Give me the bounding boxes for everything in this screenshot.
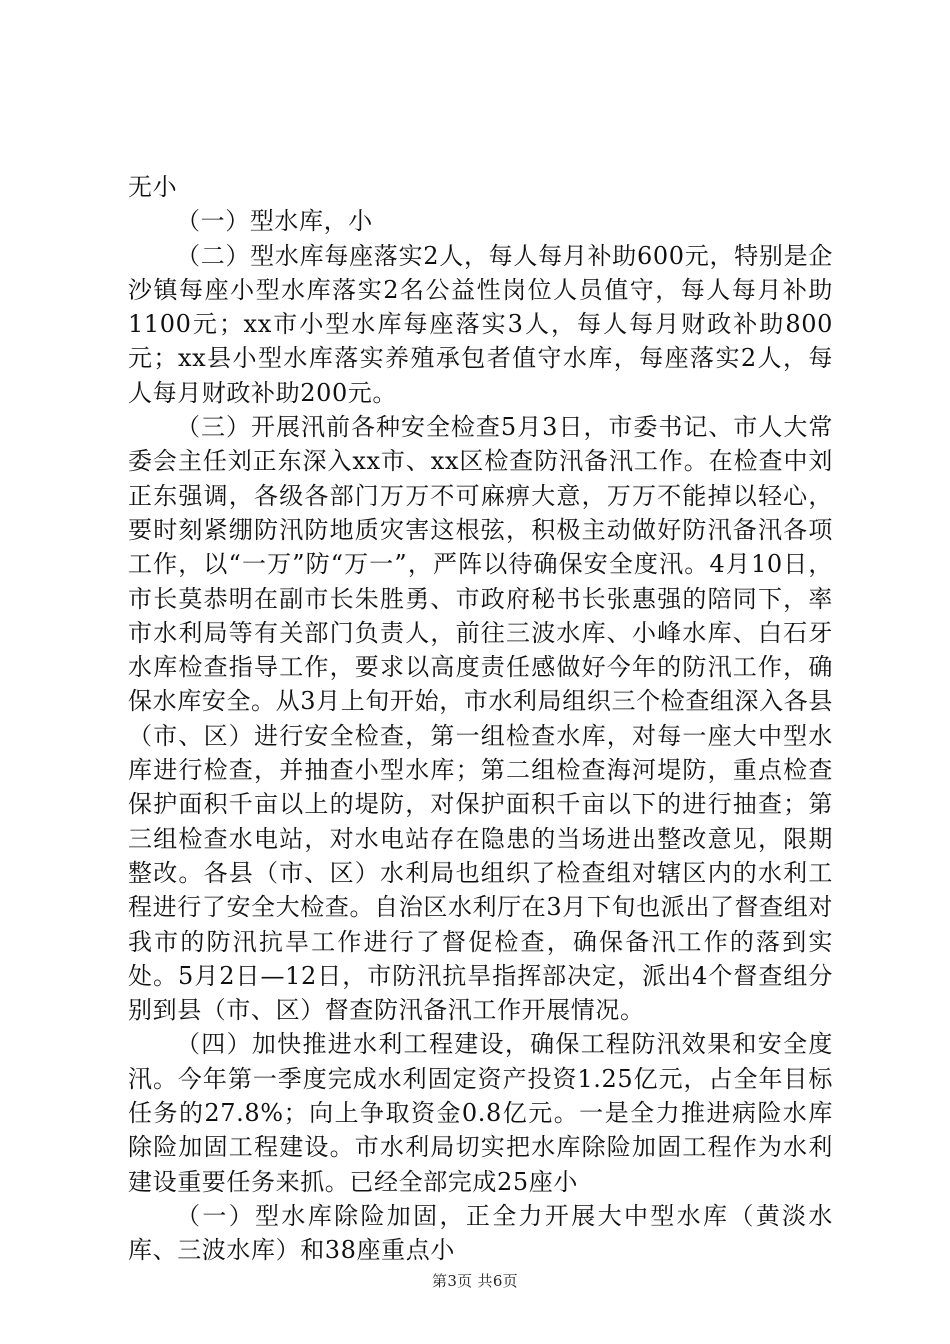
paragraph: （四）加快推进水利工程建设，确保工程防汛效果和安全度汛。今年第一季度完成水利固定资产投资1.25亿元，占全年目标任务的27.8%；向上争取资金0.8亿元。一是全力推进病险水库除险加固工程建设。市水利局切实把水库除险加固工程作为水利建设重要任务来抓。已经全部完成25座小 — [128, 1030, 833, 1196]
page-number-footer: 第3页 共6页 — [432, 1272, 518, 1290]
paragraph: （三）开展汛前各种安全检查5月3日，市委书记、市人大常委会主任刘正东深入xx市、xx区检查防汛备汛工作。在检查中刘正东强调，各级各部门万万不可麻痹大意，万万不能掉以轻心，要时刻紧绷防汛防地质灾害这根弦，积极主动做好防汛备汛各项工作，以“一万”防“万一”，严阵以待确保安全度汛。4月10日，市长莫恭明在副市长朱胜勇、市政府秘书长张惠强的陪同下，率市水利局等有关部门负责人，前往三波水库、小峰水库、白石牙水库检查指导工作，要求以高度责任感做好今年的防汛工作，确保水库安全。从3月上旬开始，市水利局组织三个检查组深入各县（市、区）进行安全检查，第一组检查水库，对每一座大中型水库进行检查，并抽查小型水库；第二组检查海河堤防，重点检查保护面积千亩以上的堤防，对保护面积千亩以下的进行抽查；第三组检查水电站，对水电站存在隐患的当场进出整改意见，限期整改。各县（市、区）水利局也组织了检查组对辖区内的水利工程进行了安全大检查。自治区水利厅在3月下旬也派出了督查组对我市的防汛抗旱工作进行了督促检查，确保备汛工作的落到实处。5月2日—12日，市防汛抗旱指挥部决定，派出4个督查组分别到县（市、区）督查防汛备汛工作开展情况。 — [128, 413, 833, 1025]
paragraph: （二）型水库每座落实2人，每人每月补助600元，特别是企沙镇每座小型水库落实2名公益性岗位人员值守，每人每月补助1100元；xx市小型水库每座落实3人，每人每月财政补助800元；xx县小型水库落实养殖承包者值守水库，每座落实2人，每人每月财政补助200元。 — [128, 241, 833, 407]
paragraph: （一）型水库，小 — [176, 207, 373, 236]
paragraph: （一）型水库除险加固，正全力开展大中型水库（黄淡水库、三波水库）和38座重点小 — [128, 1201, 833, 1265]
paragraph-fragment: 无小 — [128, 173, 178, 201]
document-body — [128, 170, 833, 1268]
